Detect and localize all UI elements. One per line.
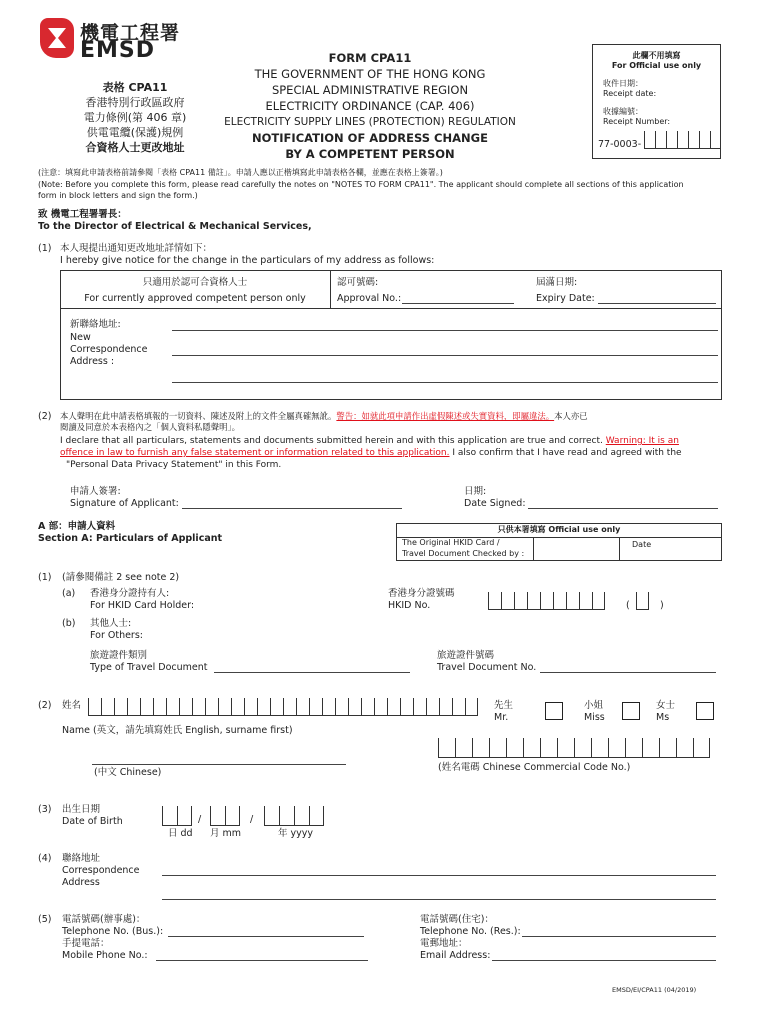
receipt-prefix: 77-0003-: [598, 139, 642, 150]
left-title-line: 香港特別行政區政府: [85, 96, 185, 109]
receipt-number-boxes[interactable]: [644, 131, 721, 149]
miss-checkbox[interactable]: [622, 702, 640, 720]
mobile-field[interactable]: [156, 960, 368, 961]
section-a-cn: A 部：申請人資料: [38, 521, 116, 532]
declaration-en-tail: I also confirm that I have read and agreed with the: [452, 448, 682, 458]
item1-cn: 本人現提出通知更改地址詳情如下：: [60, 243, 213, 254]
a1-a-label: (a): [62, 588, 76, 599]
left-title-line: 表格 CPA11: [102, 81, 168, 94]
warning-cn: 警告：如就此項申請作出虛假陳述或失實資料，即屬違法。: [336, 411, 555, 421]
official-date-label: Date: [632, 540, 652, 549]
warning-en-2: offence in law to furnish any false statement or information related to this application.: [60, 448, 450, 458]
dob-yyyy-label: 年 yyyy: [278, 828, 314, 839]
hkid-no-cn: 香港身分證號碼: [388, 588, 455, 599]
tel-res-field[interactable]: [522, 936, 716, 937]
date-signed-label: Date Signed:: [464, 498, 526, 509]
hkid-check-digit-box[interactable]: [636, 592, 649, 610]
a1-note: (請參閱備註 2 see note 2): [62, 572, 180, 583]
travel-type-field[interactable]: [214, 672, 410, 673]
declaration-en-text: I declare that all particulars, statements and documents submitted herein and with this application are true and correct.: [60, 436, 603, 446]
corr-address-line-2[interactable]: [162, 899, 716, 900]
logo-glyph-icon: [40, 18, 74, 58]
others-cn: 其他人士:: [90, 618, 132, 629]
new-address-line-3[interactable]: [172, 382, 718, 383]
date-signed-cn: 日期:: [464, 486, 487, 497]
logo-text-en: EMSD: [80, 38, 156, 63]
note-en-1: (Note: Before you complete this form, please read carefully the notes on "NOTES TO FORM CPA11". The applicant should complete all sections of this application: [38, 180, 684, 189]
a2-number: (2): [38, 700, 52, 711]
left-title-line: 電力條例(第 406 章): [83, 111, 187, 124]
new-address-cn: 新聯絡地址:: [70, 319, 121, 330]
date-signed-field[interactable]: [528, 508, 718, 509]
tel-res-label: Telephone No. (Res.):: [420, 926, 521, 937]
a1-b-label: (b): [62, 618, 76, 629]
form-number: FORM CPA11: [328, 51, 412, 65]
official-cn: 此欄不用填寫: [632, 51, 681, 60]
hkid-checked-2: Travel Document Checked by :: [402, 549, 525, 558]
mobile-label: Mobile Phone No.:: [62, 950, 148, 961]
declaration-en-2: [60, 448, 682, 458]
emsd-logo-icon: [40, 18, 74, 58]
item1-number: (1): [38, 243, 52, 254]
logo-text-cn: 機電工程署: [80, 22, 181, 44]
new-address-en-2: Correspondence: [70, 344, 148, 355]
section-a-en: Section A: Particulars of Applicant: [38, 533, 223, 544]
chinese-name-field[interactable]: [92, 764, 346, 765]
miss-label: Miss: [584, 712, 605, 723]
expiry-date-cn: 屆滿日期:: [536, 277, 578, 288]
corr-address-line-1[interactable]: [162, 875, 716, 876]
center-title-block: [220, 50, 520, 162]
receipt-no-cn: 收據編號：: [603, 107, 643, 116]
center-title-line: ELECTRICITY ORDINANCE (CAP. 406): [265, 99, 475, 113]
signature-field[interactable]: [182, 508, 402, 509]
center-title-line: THE GOVERNMENT OF THE HONG KONG: [254, 67, 486, 81]
tel-res-cn: 電話號碼(住宅)：: [420, 914, 494, 925]
dob-dd-label: 日 dd: [168, 828, 193, 839]
travel-type-cn: 旅遊證件類別: [90, 650, 148, 661]
travel-no-cn: 旅遊證件號碼: [437, 650, 495, 661]
dob-slash-1: /: [198, 814, 202, 825]
new-address-line-1[interactable]: [172, 330, 718, 331]
approval-no-label: Approval No.:: [337, 293, 402, 304]
others-en: For Others:: [90, 630, 143, 641]
travel-type-label: Type of Travel Document: [90, 662, 208, 673]
dob-mm-label: 月 mm: [210, 828, 242, 839]
hkid-check-close: ): [660, 600, 664, 611]
dob-month-boxes[interactable]: [210, 806, 240, 826]
travel-no-field[interactable]: [540, 672, 716, 673]
dob-cn: 出生日期: [62, 804, 101, 815]
item1-en: I hereby give notice for the change in the particulars of my address as follows:: [60, 255, 435, 266]
hkid-check-open: (: [626, 600, 630, 611]
note-cn: (注意：填寫此申請表格前請參閱「表格 CPA11 備註」。申請人應以正楷填寫此申請表格各欄，並應在表格上簽署。): [38, 168, 443, 177]
hkid-holder-en: For HKID Card Holder:: [90, 600, 195, 611]
hkid-holder-cn: 香港身分證持有人:: [90, 588, 170, 599]
to-director-cn: 致 機電工程署署長：: [38, 209, 127, 220]
hkid-checked-1: The Original HKID Card /: [402, 538, 500, 547]
address-change-table: [60, 270, 722, 400]
new-address-en-1: New: [70, 332, 91, 343]
mr-label: Mr.: [494, 712, 509, 723]
chinese-name-label: (中文 Chinese): [94, 767, 162, 778]
warning-en-1: Warning: It is an: [605, 436, 679, 446]
ms-label: Ms: [656, 712, 670, 723]
expiry-date-field[interactable]: [598, 303, 716, 304]
receipt-date-en: Receipt date:: [603, 89, 657, 98]
hkid-number-boxes[interactable]: [488, 592, 605, 610]
to-director-en: To the Director of Electrical & Mechanical Services,: [38, 221, 312, 232]
receipt-no-en: Receipt Number:: [603, 117, 671, 126]
left-title-block: [40, 80, 230, 155]
signature-cn: 申請人簽署:: [70, 486, 121, 497]
cp-only-cn: 只適用於認可合資格人士: [142, 277, 248, 288]
declaration-cn-2: 閱讀及同意於本表格內之「個人資料私隱聲明」。: [60, 422, 241, 432]
a4-number: (4): [38, 853, 52, 864]
corr-address-en-1: Correspondence: [62, 865, 140, 876]
ccc-boxes[interactable]: [438, 738, 710, 758]
section-a-official-head: 只供本署填寫 Official use only: [497, 525, 621, 534]
email-cn: 電郵地址：: [420, 938, 468, 949]
dob-day-boxes[interactable]: [162, 806, 192, 826]
declaration-cn-tail: 本人亦已: [554, 411, 588, 421]
hkid-no-en: HKID No.: [388, 600, 431, 611]
mr-checkbox[interactable]: [545, 702, 563, 720]
a3-number: (3): [38, 804, 52, 815]
form-code-footer: EMSD/EI/CPA11 (04/2019): [612, 986, 697, 994]
receipt-date-cn: 收件日期：: [603, 79, 643, 88]
email-label: Email Address:: [420, 950, 491, 961]
center-title-line: NOTIFICATION OF ADDRESS CHANGE: [252, 131, 488, 145]
signature-label: Signature of Applicant:: [70, 498, 179, 509]
dob-slash-2: /: [250, 814, 254, 825]
declaration-cn-text: 本人聲明在此申請表格填報的一切資料、陳述及附上的文件全屬真確無訛。: [60, 411, 337, 421]
ms-checkbox[interactable]: [696, 702, 714, 720]
mobile-cn: 手提電話：: [62, 938, 110, 949]
travel-no-label: Travel Document No.: [437, 662, 537, 673]
approval-no-cn: 認可號碼:: [337, 277, 379, 288]
approval-no-field[interactable]: [402, 303, 514, 304]
center-title-line: BY A COMPETENT PERSON: [285, 147, 455, 161]
name-cn: 姓名: [62, 700, 82, 711]
a1-number: (1): [38, 572, 52, 583]
tel-bus-cn: 電話號碼(辦事處)：: [62, 914, 146, 925]
new-address-line-2[interactable]: [172, 355, 718, 356]
tel-bus-field[interactable]: [168, 936, 364, 937]
note-en-2: form in block letters and sign the form.): [38, 191, 198, 200]
left-title-line: 供電電纜(保護)規例: [86, 126, 184, 139]
declaration-en-1: [60, 436, 679, 446]
english-name-boxes[interactable]: [88, 698, 478, 716]
dob-year-boxes[interactable]: [264, 806, 324, 826]
corr-address-en-2: Address: [62, 877, 100, 888]
a5-number: (5): [38, 914, 52, 925]
left-title-line: 合資格人士更改地址: [85, 141, 185, 154]
tel-bus-label: Telephone No. (Bus.):: [62, 926, 164, 937]
declaration-cn-1: [60, 411, 588, 421]
miss-cn: 小姐: [584, 700, 604, 711]
email-field[interactable]: [492, 960, 716, 961]
center-title-line: ELECTRICITY SUPPLY LINES (PROTECTION) REGULATION: [224, 116, 516, 128]
cp-only-en: For currently approved competent person only: [84, 293, 306, 304]
expiry-date-label: Expiry Date:: [536, 293, 595, 304]
dob-en: Date of Birth: [62, 816, 123, 827]
declaration-en-3: "Personal Data Privacy Statement" in this Form.: [66, 460, 282, 470]
center-title-line: SPECIAL ADMINISTRATIVE REGION: [271, 83, 469, 97]
corr-address-cn: 聯絡地址: [62, 853, 101, 864]
item2-number: (2): [38, 411, 52, 422]
new-address-en-3: Address :: [70, 356, 115, 367]
english-name-hint: Name (英文，請先填寫姓氏 English, surname first): [62, 725, 293, 736]
mr-cn: 先生: [494, 700, 514, 711]
official-en: For Official use only: [611, 61, 702, 70]
ms-cn: 女士: [656, 700, 676, 711]
ccc-label: (姓名電碼 Chinese Commercial Code No.): [438, 762, 631, 773]
